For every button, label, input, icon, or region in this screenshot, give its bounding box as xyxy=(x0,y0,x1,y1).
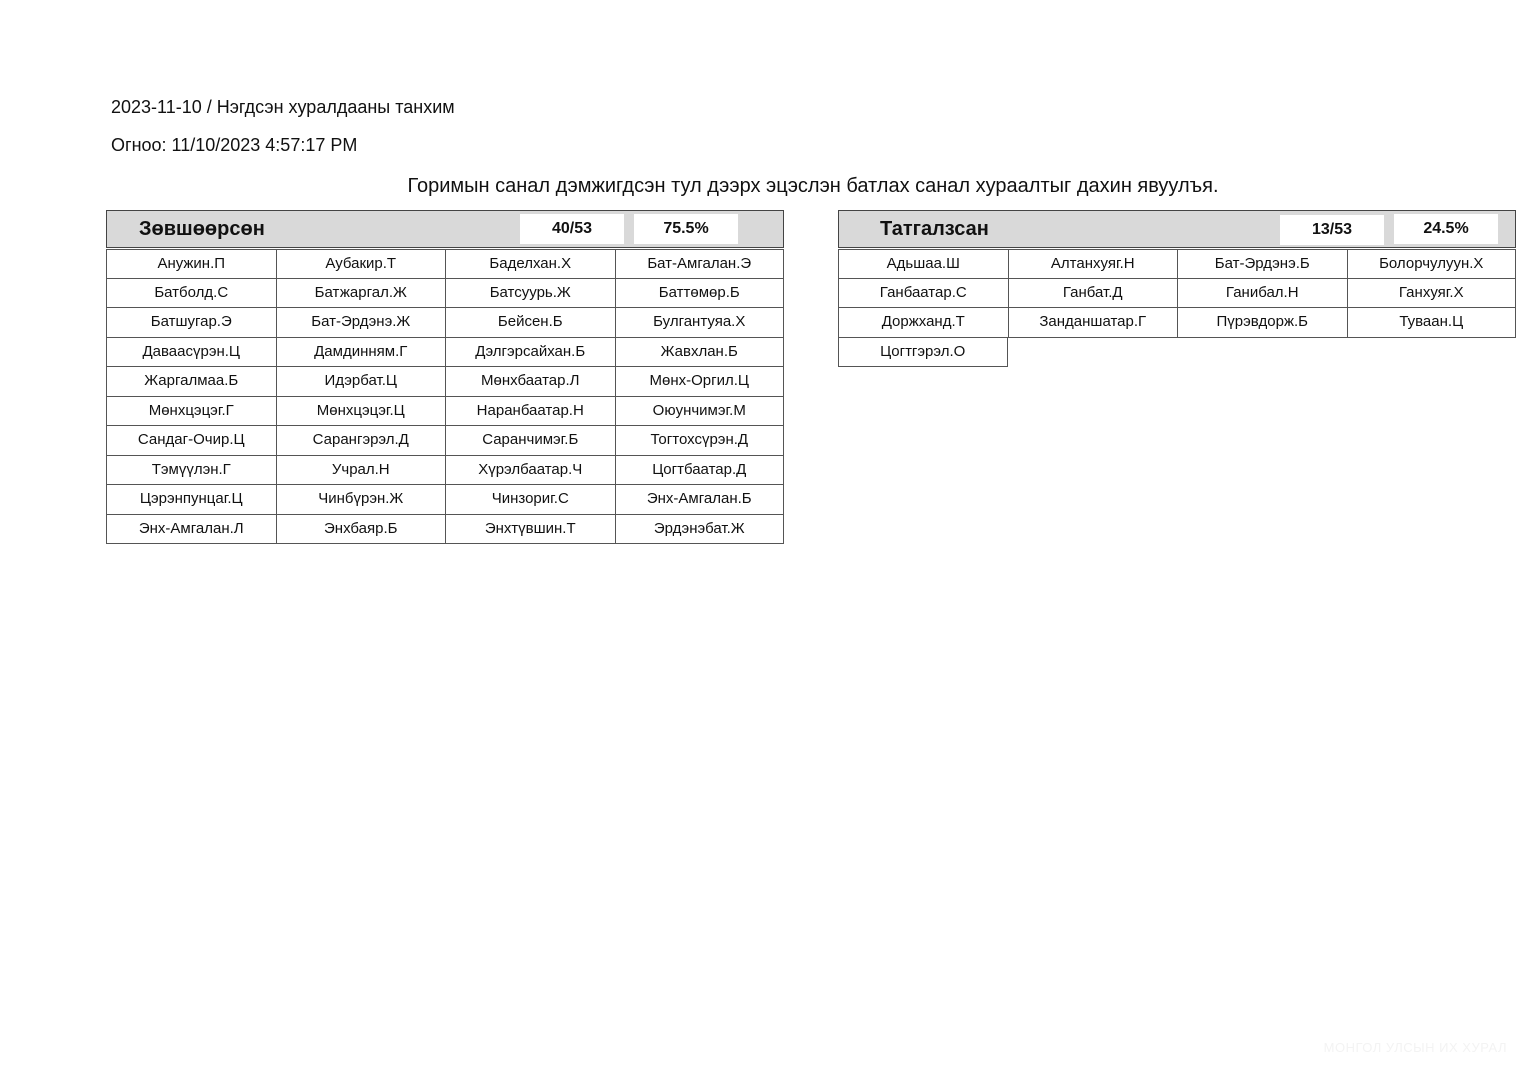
member-name-cell: Сарангэрэл.Д xyxy=(276,426,446,456)
rejected-percent: 24.5% xyxy=(1394,214,1498,244)
member-name-cell: Анужин.П xyxy=(106,249,276,279)
member-name-cell: Бат-Эрдэнэ.Б xyxy=(1177,249,1347,279)
member-name-cell: Мөнхцэцэг.Г xyxy=(106,397,276,427)
member-name-cell: Чинзориг.С xyxy=(445,485,615,515)
member-name-cell: Бат-Амгалан.Э xyxy=(615,249,785,279)
member-name-cell: Цогтгэрэл.О xyxy=(838,338,1008,368)
member-name-cell: Дамдинням.Г xyxy=(276,338,446,368)
member-name-cell: Бейсен.Б xyxy=(445,308,615,338)
member-name-cell: Батшугар.Э xyxy=(106,308,276,338)
member-name-cell: Мөнхцэцэг.Ц xyxy=(276,397,446,427)
member-name-cell: Энхтүвшин.Т xyxy=(445,515,615,545)
date-line xyxy=(111,135,357,156)
member-name-cell: Оюунчимэг.М xyxy=(615,397,785,427)
member-name-cell: Идэрбат.Ц xyxy=(276,367,446,397)
member-name-cell: Болорчулуун.Х xyxy=(1347,249,1517,279)
member-name-cell: Мөнх-Оргил.Ц xyxy=(615,367,785,397)
member-name-cell: Бат-Эрдэнэ.Ж xyxy=(276,308,446,338)
member-name-cell: Хүрэлбаатар.Ч xyxy=(445,456,615,486)
rejected-panel xyxy=(838,210,1516,367)
rejected-count: 13/53 xyxy=(1280,215,1384,245)
rejected-title: Татгалзсан xyxy=(880,218,989,240)
member-name-cell: Баттөмөр.Б xyxy=(615,279,785,309)
member-name-cell: Цэрэнпунцаг.Ц xyxy=(106,485,276,515)
approved-names-grid xyxy=(106,249,784,544)
member-name-cell: Тэмүүлэн.Г xyxy=(106,456,276,486)
member-name-cell: Аубакир.Т xyxy=(276,249,446,279)
member-name-cell: Энх-Амгалан.Л xyxy=(106,515,276,545)
member-name-cell: Наранбаатар.Н xyxy=(445,397,615,427)
member-name-cell: Энх-Амгалан.Б xyxy=(615,485,785,515)
approved-percent: 75.5% xyxy=(634,214,738,244)
session-title: 2023-11-10 / Нэгдсэн хуралдааны танхим xyxy=(111,97,455,117)
approved-title: Зөвшөөрсөн xyxy=(139,218,265,240)
member-name-cell: Адьшаа.Ш xyxy=(838,249,1008,279)
member-name-cell: Доржханд.Т xyxy=(838,308,1008,338)
member-name-cell: Баделхан.Х xyxy=(445,249,615,279)
member-name-cell: Мөнхбаатар.Л xyxy=(445,367,615,397)
member-name-cell: Жаргалмаа.Б xyxy=(106,367,276,397)
member-name-cell: Батсуурь.Ж xyxy=(445,279,615,309)
member-name-cell: Батжаргал.Ж xyxy=(276,279,446,309)
member-name-cell: Туваан.Ц xyxy=(1347,308,1517,338)
member-name-cell: Сандаг-Очир.Ц xyxy=(106,426,276,456)
member-name-cell: Энхбаяр.Б xyxy=(276,515,446,545)
member-name-cell: Саранчимэг.Б xyxy=(445,426,615,456)
member-name-cell: Батболд.С xyxy=(106,279,276,309)
approved-panel xyxy=(106,210,784,544)
rejected-names-grid xyxy=(838,249,1516,367)
member-name-cell: Даваасүрэн.Ц xyxy=(106,338,276,368)
member-name-cell: Эрдэнэбат.Ж xyxy=(615,515,785,545)
member-name-cell: Занданшатар.Г xyxy=(1008,308,1178,338)
approved-header xyxy=(106,210,784,248)
date-label: Огноо: xyxy=(111,135,167,155)
member-name-cell: Ганбаатар.С xyxy=(838,279,1008,309)
member-name-cell: Булгантуяа.Х xyxy=(615,308,785,338)
date-value: 11/10/2023 4:57:17 PM xyxy=(171,135,358,155)
member-name-cell: Ганхуяг.Х xyxy=(1347,279,1517,309)
member-name-cell: Цогтбаатар.Д xyxy=(615,456,785,486)
member-name-cell: Пүрэвдорж.Б xyxy=(1177,308,1347,338)
member-name-cell: Ганбат.Д xyxy=(1008,279,1178,309)
member-name-cell: Тогтохсүрэн.Д xyxy=(615,426,785,456)
watermark: МОНГОЛ УЛСЫН ИХ ХУРАЛ xyxy=(1323,1040,1507,1055)
approved-count: 40/53 xyxy=(520,214,624,244)
member-name-cell: Учрал.Н xyxy=(276,456,446,486)
rejected-header xyxy=(838,210,1516,248)
member-name-cell: Алтанхуяг.Н xyxy=(1008,249,1178,279)
member-name-cell: Чинбүрэн.Ж xyxy=(276,485,446,515)
member-name-cell: Ганибал.Н xyxy=(1177,279,1347,309)
member-name-cell: Дэлгэрсайхан.Б xyxy=(445,338,615,368)
motion-text: Горимын санал дэмжигдсэн тул дээрх эцэслэн батлах санал хураалтыг дахин явуулъя. xyxy=(407,175,1219,197)
member-name-cell: Жавхлан.Б xyxy=(615,338,785,368)
